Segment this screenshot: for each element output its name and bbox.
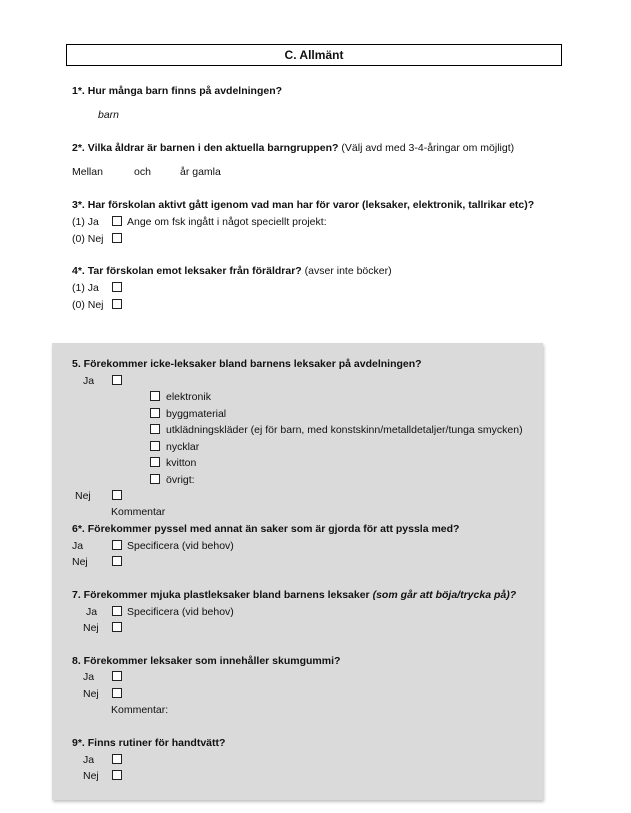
- q7-yes-checkbox[interactable]: [112, 606, 122, 616]
- q6-no-label: Nej: [72, 556, 88, 568]
- q4-question: 4*. Tar förskolan emot leksaker från föräldrar?: [72, 265, 302, 277]
- q8-no-checkbox[interactable]: [112, 688, 122, 698]
- q8-yes-label: Ja: [83, 671, 95, 683]
- q7-specify-label: Specificera (vid behov): [127, 606, 234, 618]
- q4-yes-label: (1) Ja: [72, 282, 99, 294]
- q5-yes-checkbox[interactable]: [112, 375, 122, 385]
- q5-no-checkbox[interactable]: [112, 490, 122, 500]
- q3-no-checkbox[interactable]: [112, 233, 122, 243]
- q8-question: 8. Förekommer leksaker som innehåller skumgummi?: [72, 655, 341, 667]
- q5-option-label: övrigt:: [166, 474, 195, 486]
- q8-yes-checkbox[interactable]: [112, 671, 122, 681]
- q4-no-checkbox[interactable]: [112, 299, 122, 309]
- q2-word-between: Mellan: [72, 166, 103, 178]
- q2-question-line: [72, 142, 514, 155]
- q6-no-checkbox[interactable]: [112, 556, 122, 566]
- q6-specify-label: Specificera (vid behov): [127, 540, 234, 552]
- q3-no-label: (0) Nej: [72, 233, 104, 245]
- q4-note: (avser inte böcker): [304, 265, 392, 277]
- q5-option-label: elektronik: [166, 391, 211, 403]
- q9-yes-checkbox[interactable]: [112, 754, 122, 764]
- q8-no-label: Nej: [83, 688, 99, 700]
- q5-question: 5. Förekommer icke-leksaker bland barnens leksaker på avdelningen?: [72, 358, 422, 370]
- q1-question: 1*. Hur många barn finns på avdelningen?: [72, 85, 283, 97]
- q9-question: 9*. Finns rutiner för handtvätt?: [72, 737, 226, 749]
- q9-yes-label: Ja: [83, 754, 95, 766]
- q5-option-checkbox[interactable]: [150, 391, 160, 401]
- q5-option-checkbox[interactable]: [150, 408, 160, 418]
- q5-option-label: kvitton: [166, 457, 197, 469]
- q6-yes-label: Ja: [72, 540, 84, 552]
- q9-no-label: Nej: [83, 770, 99, 782]
- section-title: C. Allmänt: [66, 44, 562, 66]
- q2-word-and: och: [134, 166, 151, 178]
- q3-yes-checkbox[interactable]: [112, 216, 122, 226]
- q6-question: 6*. Förekommer pyssel med annat än saker som är gjorda för att pyssla med?: [72, 523, 460, 535]
- q5-option-checkbox[interactable]: [150, 441, 160, 451]
- q7-question-line: [72, 589, 516, 602]
- q4-yes-checkbox[interactable]: [112, 282, 122, 292]
- q6-yes-checkbox[interactable]: [112, 540, 122, 550]
- q5-option-checkbox[interactable]: [150, 424, 160, 434]
- q5-option-label: nycklar: [166, 441, 200, 453]
- q7-question-italic: (som går att böja/trycka på)?: [372, 589, 517, 601]
- q5-option-label: utklädningskläder (ej för barn, med konstskinn/metalldetaljer/tunga smycken): [166, 424, 523, 436]
- q2-word-years: år gamla: [180, 166, 221, 178]
- q3-project-prompt: Ange om fsk ingått i något speciellt projekt:: [127, 216, 327, 228]
- q5-option-checkbox[interactable]: [150, 474, 160, 484]
- q3-question: 3*. Har förskolan aktivt gått igenom vad man har för varor (leksaker, elektronik, tallrikar etc)?: [72, 199, 535, 211]
- q7-no-checkbox[interactable]: [112, 622, 122, 632]
- q5-comment-label: Kommentar: [111, 506, 166, 518]
- q8-comment-label: Kommentar:: [111, 704, 169, 716]
- q9-no-checkbox[interactable]: [112, 770, 122, 780]
- q5-yes-label: Ja: [83, 375, 95, 387]
- q3-yes-label: (1) Ja: [72, 216, 99, 228]
- gray-section-panel: [52, 343, 543, 800]
- q5-option-label: byggmaterial: [166, 408, 227, 420]
- q5-option-checkbox[interactable]: [150, 457, 160, 467]
- q4-no-label: (0) Nej: [72, 299, 104, 311]
- q7-yes-label: Ja: [86, 606, 98, 618]
- q5-no-label: Nej: [75, 490, 91, 502]
- q7-question: 7. Förekommer mjuka plastleksaker bland barnens leksaker: [72, 589, 370, 601]
- q1-answer-unit: barn: [98, 109, 120, 121]
- q7-no-label: Nej: [83, 622, 99, 634]
- q4-question-line: [72, 265, 392, 278]
- q2-note: (Välj avd med 3-4-åringar om möjligt): [341, 142, 515, 154]
- q2-question: 2*. Vilka åldrar är barnen i den aktuella barngruppen?: [72, 142, 339, 154]
